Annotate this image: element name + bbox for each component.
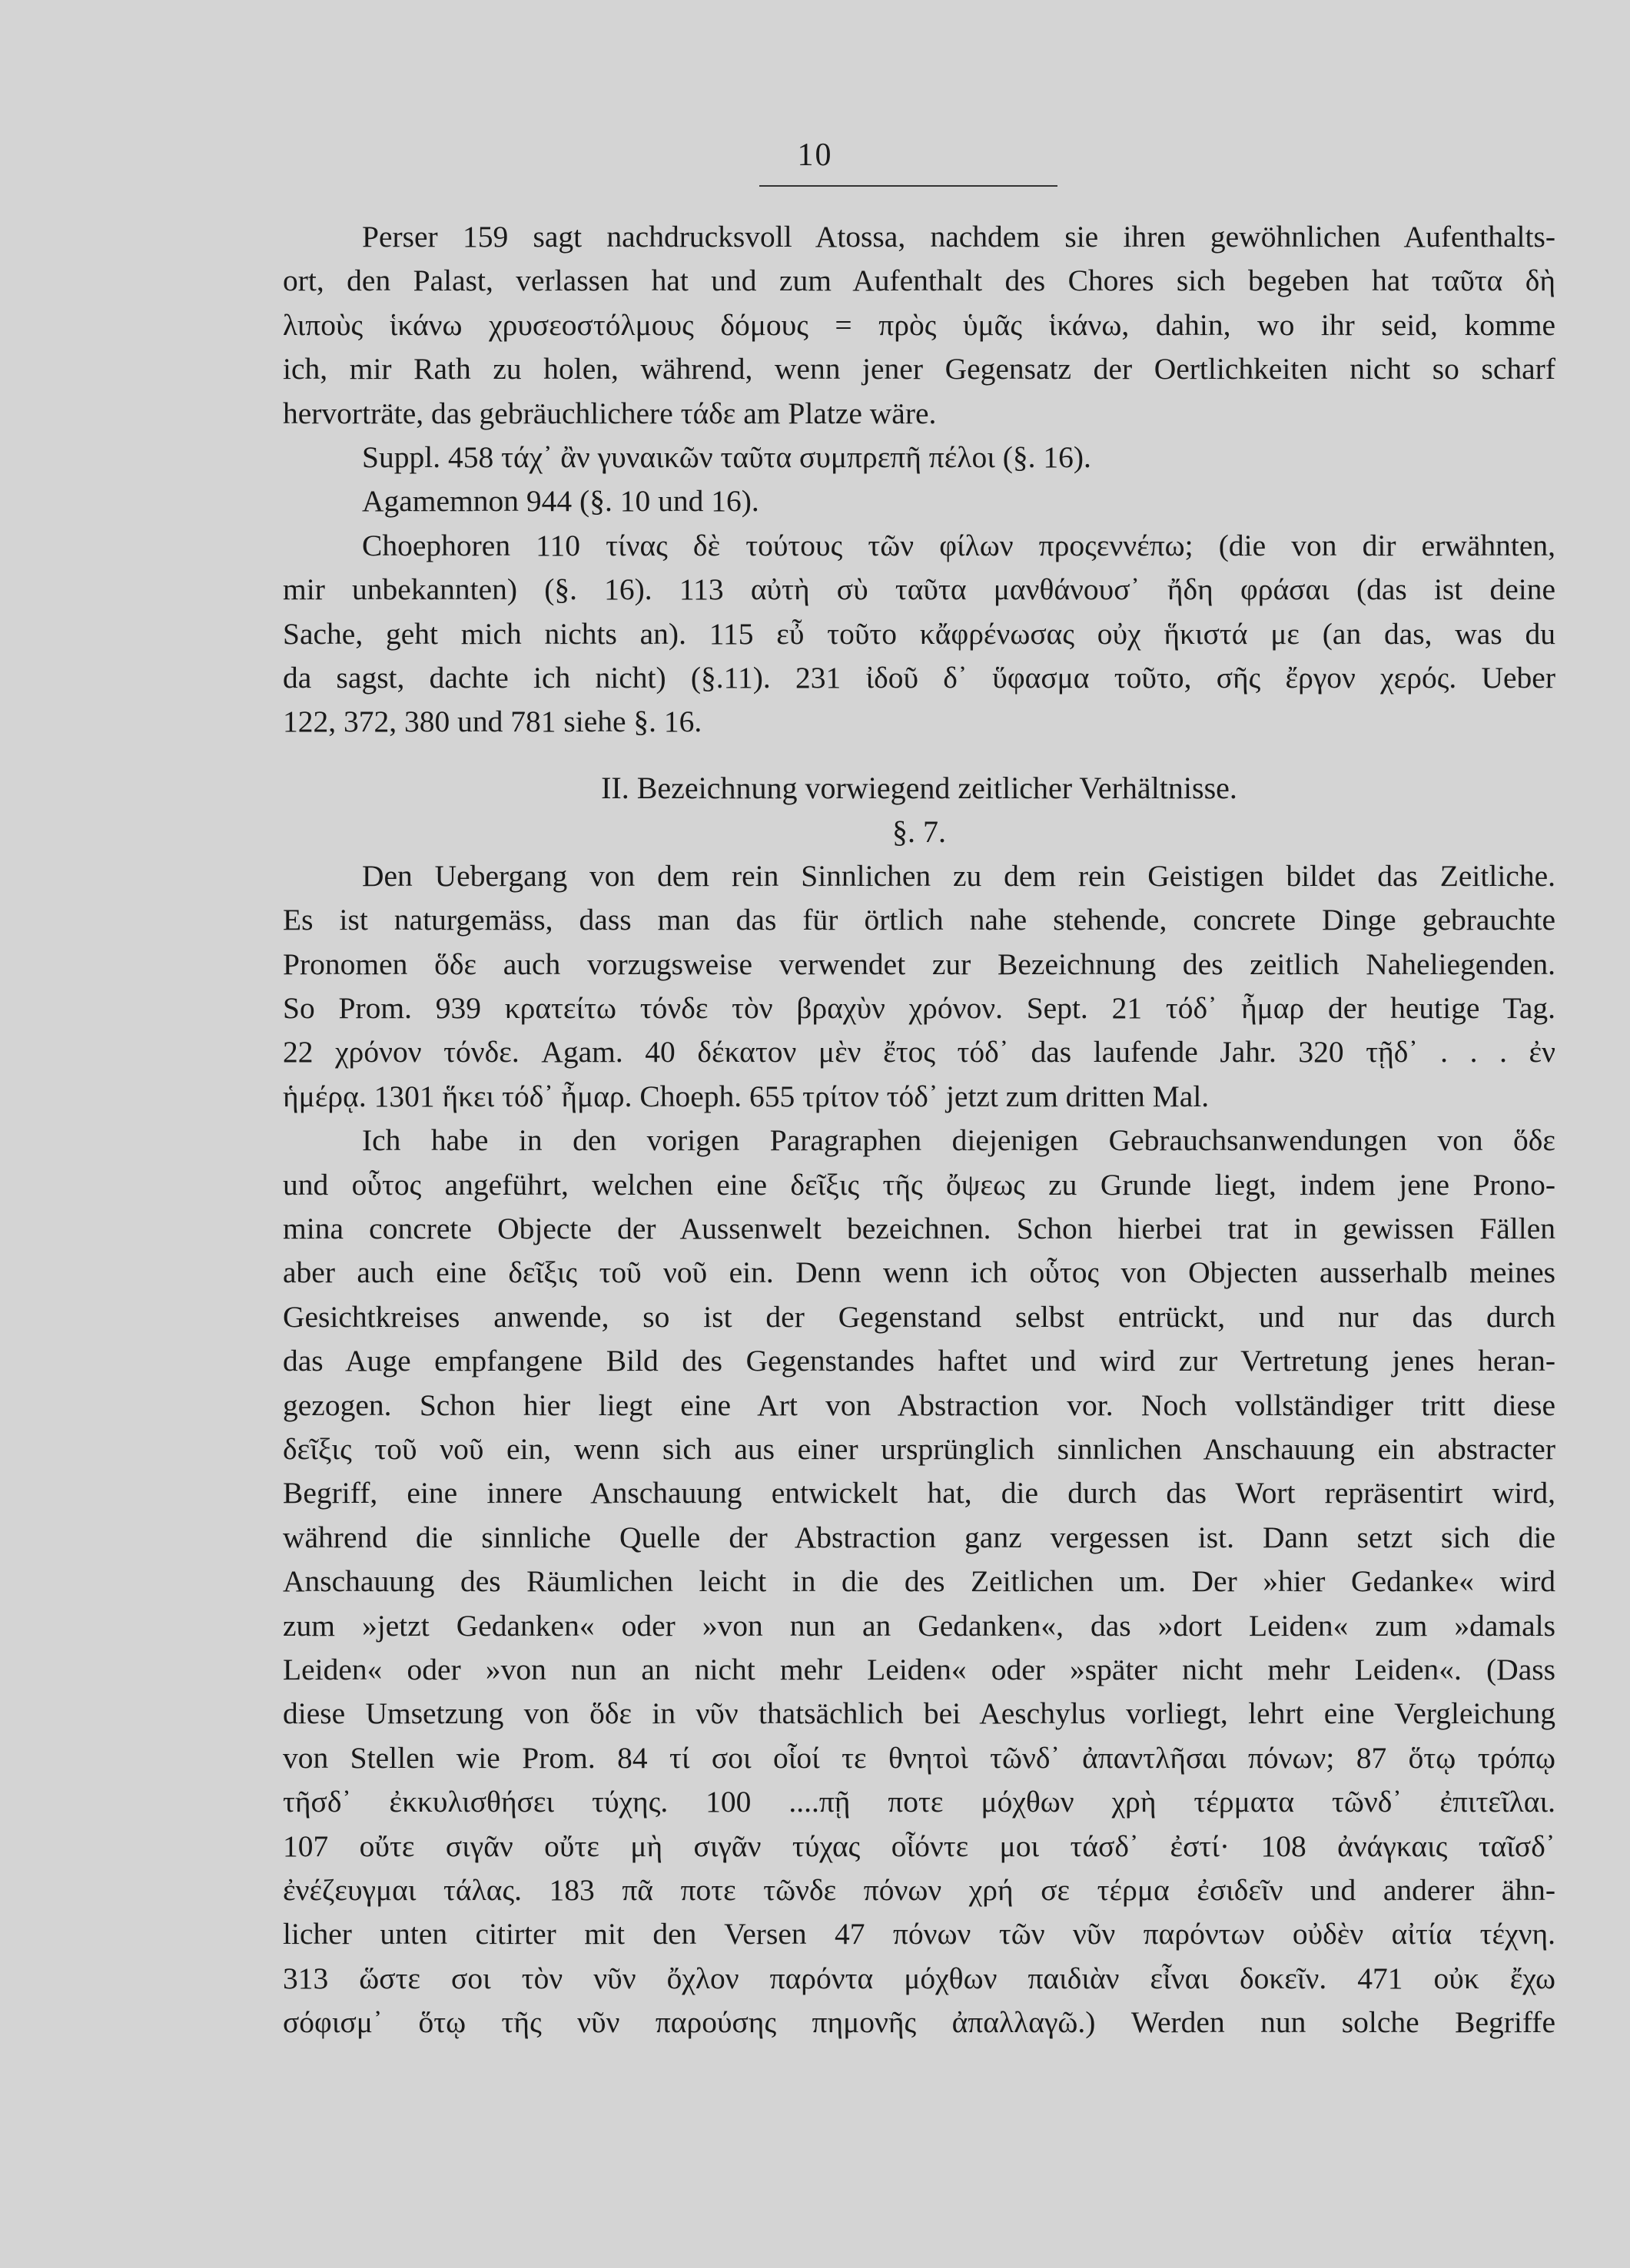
page-number: 10	[797, 138, 833, 173]
text-line: Leiden« oder »von nun an nicht mehr Leiden« oder »später nicht mehr Leiden«. (Dass	[283, 1653, 1555, 1686]
text-line: ἡμέρᾳ. 1301 ἥκει τόδ᾽ ἦμαρ. Choeph. 655 τρίτον τόδ᾽ jetzt zum dritten Mal.	[283, 1079, 1210, 1113]
section-heading: II. Bezeichnung vorwiegend zeitlicher Verhältnisse.	[601, 770, 1237, 805]
text-line: diese Umsetzung von ὅδε in νῦν thatsächlich bei Aeschylus vorliegt, lehrt eine Vergleichung	[283, 1696, 1555, 1731]
text-line: Gesichtkreises anwende, so ist der Gegenstand selbst entrückt, und nur das durch	[283, 1299, 1555, 1334]
text-line: Perser 159 sagt nachdrucksvoll Atossa, nachdem sie ihren gewöhnlichen Aufenthalts-	[362, 220, 1555, 254]
text-line: Anschauung des Räumlichen leicht in die des Zeitlichen um. Der »hier Gedanke« wird	[283, 1564, 1555, 1599]
text-line: Choephoren 110 τίνας δὲ τούτους τῶν φίλων προςεννέπω; (die von dir erwähnten,	[362, 528, 1555, 562]
text-line: das Auge empfangene Bild des Gegenstandes haftet und wird zur Vertretung jenes heran-	[283, 1344, 1555, 1378]
text-line: mir unbekannten) (§. 16). 113 αὐτὴ σὺ ταῦτα μανθάνουσ᾽ ἤδη φράσαι (das ist deine	[283, 572, 1555, 607]
text-line: Suppl. 458 τάχ᾽ ἂν γυναικῶν ταῦτα συμπρεπῆ πέλοι (§. 16).	[362, 440, 1091, 475]
text-line: Agamemnon 944 (§. 10 und 16).	[362, 484, 759, 519]
section-number: §. 7.	[892, 814, 946, 850]
text-line: ort, den Palast, verlassen hat und zum Aufenthalt des Chores sich begeben hat ταῦτα δὴ	[283, 264, 1555, 298]
text-line: λιποὺς ἱκάνω χρυσεοστόλμους δόμους = πρὸς ὑμᾶς ἱκάνω, dahin, wo ihr seid, komme	[283, 307, 1555, 342]
text-line: Sache, geht mich nichts an). 115 εὖ τοῦτο κἄφρένωσας οὐχ ἥκιστά με (an das, was du	[283, 616, 1555, 651]
text-line: ich, mir Rath zu holen, während, wenn jener Gegensatz der Oertlichkeiten nicht so scharf	[283, 352, 1555, 386]
header-rule	[759, 185, 1057, 187]
text-line: hervorträte, das gebräuchlichere τάδε am Platze wäre.	[283, 396, 937, 430]
text-line: Den Uebergang von dem rein Sinnlichen zu dem rein Geistigen bildet das Zeitliche.	[362, 858, 1555, 893]
text-line: So Prom. 939 κρατείτω τόνδε τὸν βραχὺν χρόνον. Sept. 21 τόδ᾽ ἦμαρ der heutige Tag.	[283, 990, 1555, 1025]
text-line: während die sinnliche Quelle der Abstraction ganz vergessen ist. Dann setzt sich die	[283, 1520, 1555, 1554]
text-line: aber auch eine δεῖξις τοῦ νοῦ ein. Denn wenn ich οὗτος von Objecten ausserhalb meines	[283, 1255, 1555, 1290]
text-line: und οὗτος angeführt, welchen eine δεῖξις τῆς ὄψεως zu Grunde liegt, indem jene Prono-	[283, 1167, 1555, 1202]
text-line: 107 οὔτε σιγᾶν οὔτε μὴ σιγᾶν τύχας οἷόντε μοι τάσδ᾽ ἐστί· 108 ἀνάγκαις ταῖσδ᾽	[283, 1829, 1555, 1863]
text-line: σόφισμ᾽ ὅτῳ τῆς νῦν παρούσης πημονῆς ἀπαλλαγῶ.) Werden nun solche Begriffe	[283, 2005, 1555, 2040]
text-line: Pronomen ὅδε auch vorzugsweise verwendet zur Bezeichnung des zeitlich Naheliegenden.	[283, 947, 1555, 981]
text-line: von Stellen wie Prom. 84 τί σοι οἷοί τε θνητοὶ τῶνδ᾽ ἀπαντλῆσαι πόνων; 87 ὅτῳ τρόπῳ	[283, 1740, 1555, 1775]
text-line: 22 χρόνον τόνδε. Agam. 40 δέκατον μὲν ἔτος τόδ᾽ das laufende Jahr. 320 τῇδ᾽ . . . ἐν	[283, 1035, 1555, 1069]
text-line: mina concrete Objecte der Aussenwelt bezeichnen. Schon hierbei trat in gewissen Fällen	[283, 1211, 1555, 1245]
text-line: zum »jetzt Gedanken« oder »von nun an Gedanken«, das »dort Leiden« zum »damals	[283, 1608, 1555, 1643]
text-line: Ich habe in den vorigen Paragraphen diejenigen Gebrauchsanwendungen von ὅδε	[362, 1123, 1555, 1158]
text-line: ἐνέζευγμαι τάλας. 183 πᾶ ποτε τῶνδε πόνων χρή σε τέρμα ἐσιδεῖν und anderer ähn-	[283, 1873, 1555, 1908]
text-line: Es ist naturgemäss, dass man das für örtlich nahe stehende, concrete Dinge gebrauchte	[283, 903, 1555, 937]
text-line: da sagst, dachte ich nicht) (§.11). 231 ἰδοῦ δ᾽ ὕφασμα τοῦτο, σῆς ἔργον χερός. Ueber	[283, 661, 1555, 695]
text-line: licher unten citirter mit den Versen 47 πόνων τῶν νῦν παρόντων οὐδὲν αἰτία τέχνη.	[283, 1917, 1555, 1951]
text-line: Begriff, eine innere Anschauung entwickelt hat, die durch das Wort repräsentirt wird,	[283, 1476, 1555, 1510]
text-line: 313 ὥστε σοι τὸν νῦν ὄχλον παρόντα μόχθων παιδιὰν εἶναι δοκεῖν. 471 οὐκ ἔχω	[283, 1961, 1555, 1995]
text-line: gezogen. Schon hier liegt eine Art von Abstraction vor. Noch vollständiger tritt diese	[283, 1388, 1555, 1422]
text-line: δεῖξις τοῦ νοῦ ein, wenn sich aus einer ursprünglich sinnlichen Anschauung ein abstracter	[283, 1431, 1555, 1466]
body-text	[283, 215, 1555, 2045]
text-line: τῆσδ᾽ ἐκκυλισθήσει τύχης. 100 ....πῇ ποτε μόχθων χρὴ τέρματα τῶνδ᾽ ἐπιτεῖλαι.	[283, 1785, 1555, 1819]
text-line: 122, 372, 380 und 781 siehe §. 16.	[283, 705, 702, 739]
